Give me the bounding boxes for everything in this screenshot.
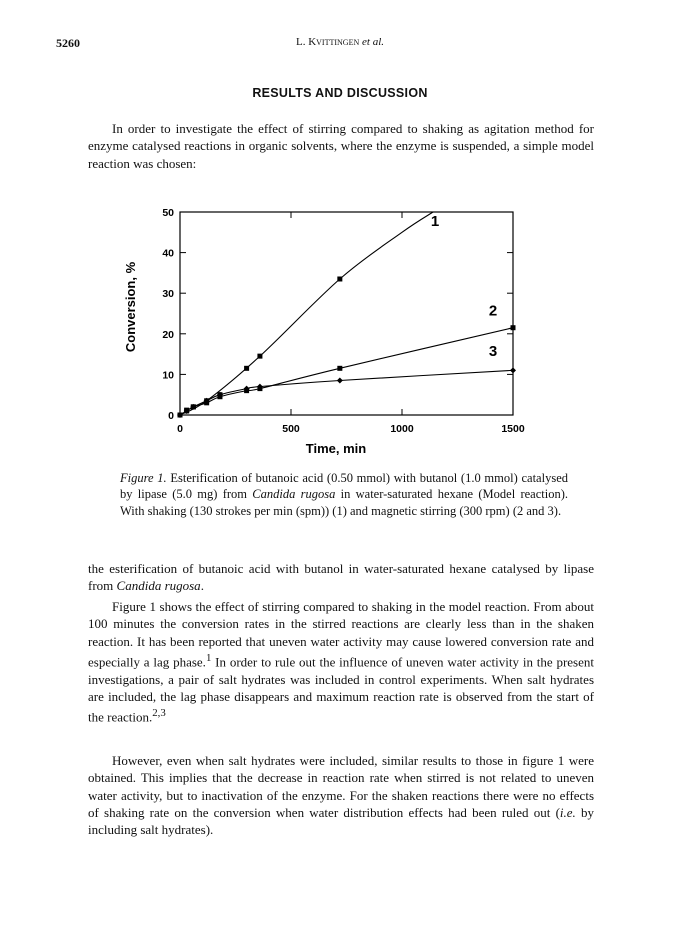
series-3-point [337, 377, 343, 383]
section-title: RESULTS AND DISCUSSION [252, 86, 428, 100]
series-1-point [244, 366, 249, 371]
discussion-text-b: In order to rule out the influence of uneven water activity in the present investigations, a pair of salt hydrates was included in control experiments. When salt hydrates are included, the lag phase disappears and maximum reaction rate is observed from the start of the reaction. [88, 654, 594, 725]
chart-series-labels [431, 213, 497, 360]
running-head-suffix: et al. [359, 36, 384, 48]
plot-frame [180, 212, 513, 415]
series-label-1: 1 [430, 213, 440, 230]
chart-lines [180, 212, 513, 415]
x-tick-label-1000: 1000 [390, 423, 414, 435]
conclusion-ie: i.e. [559, 804, 576, 820]
series-1-point [337, 276, 342, 281]
series-label-3: 3 [488, 343, 498, 361]
y-tick-label-10: 10 [162, 369, 174, 382]
intro-paragraph: In order to investigate the effect of stirring compared to shaking as agitation method for enzyme catalysed reactions in organic solvents, where the enzyme is suspended, a simple model reaction was chosen: [88, 121, 594, 171]
y-tick-label-0: 0 [168, 410, 174, 422]
y-axis-label: Conversion, % [123, 261, 138, 353]
caption-species: Candida rugosa [252, 487, 336, 502]
chart-ticks [162, 207, 525, 435]
series-2-point [337, 366, 342, 371]
chart-markers [177, 276, 516, 418]
series-2-line [180, 328, 513, 415]
conclusion-text-b: by including salt hydrates). [88, 804, 595, 838]
chart-axes [180, 212, 513, 415]
y-tick-label-20: 20 [162, 328, 174, 341]
caption-text-b: in water-saturated hexane (Model reaction). With shaking (130 strokes per min (spm)) (1) and magnetic stirring (300 rpm) (2 and 3). [120, 487, 568, 518]
figure-caption [120, 470, 568, 519]
series-3-line [180, 370, 513, 415]
series-label-2: 2 [488, 302, 498, 320]
conclusion-text-a: However, even when salt hydrates were included, similar results to those in figure 1 were obtained. This implies that the decrease in reaction rate when stirred is not related to uneven water activity, but to inactivation of the enzyme. For the shaken reactions there were no effects of shaking rate on the conversion when water distribution effects had been ruled out ( [88, 753, 594, 820]
reference-2-3: 2,3 [152, 707, 166, 720]
continuation-text-b: . [200, 578, 204, 594]
y-tick-label-40: 40 [162, 247, 174, 260]
continuation-species: Candida rugosa [116, 578, 201, 594]
continuation-text-a: the esterification of butanoic acid with butanol in water-saturated hexane catalysed by lipase from [88, 561, 594, 594]
continuation-paragraph [88, 560, 594, 595]
conclusion-paragraph [88, 752, 594, 838]
running-head [0, 36, 680, 48]
x-tick-label-500: 500 [282, 423, 300, 435]
reference-1: 1 [205, 651, 212, 664]
y-tick-label-30: 30 [162, 288, 174, 301]
series-3-point [510, 367, 516, 373]
x-tick-label-1500: 1500 [501, 423, 525, 435]
page-header [0, 36, 680, 54]
caption-text-a: Esterification of butanoic acid (0.50 mmol) with butanol (1.0 mmol) catalysed by lipase (5.0 mg) from [120, 471, 568, 502]
figure-discussion-paragraph [88, 598, 594, 726]
x-tick-label-0: 0 [177, 423, 183, 435]
discussion-text-a: Figure 1 shows the effect of stirring compared to shaking in the model reaction. From about 100 minutes the conversion rates in the stirred reactions are clearly less than in the shaken reaction. It has been reported that uneven water activity may cause lowered conversion rate and especially a lag phase. [88, 599, 594, 670]
figure-1-chart [118, 200, 558, 462]
running-head-author: L. Kvittingen [295, 36, 360, 48]
y-tick-label-50: 50 [162, 207, 174, 219]
caption-label: Figure 1. [120, 471, 167, 485]
x-axis-label: Time, min [305, 441, 367, 456]
series-1-point [257, 354, 262, 359]
series-2-point [511, 325, 516, 330]
series-1-line [180, 212, 433, 415]
page-number: 5260 [56, 36, 80, 50]
